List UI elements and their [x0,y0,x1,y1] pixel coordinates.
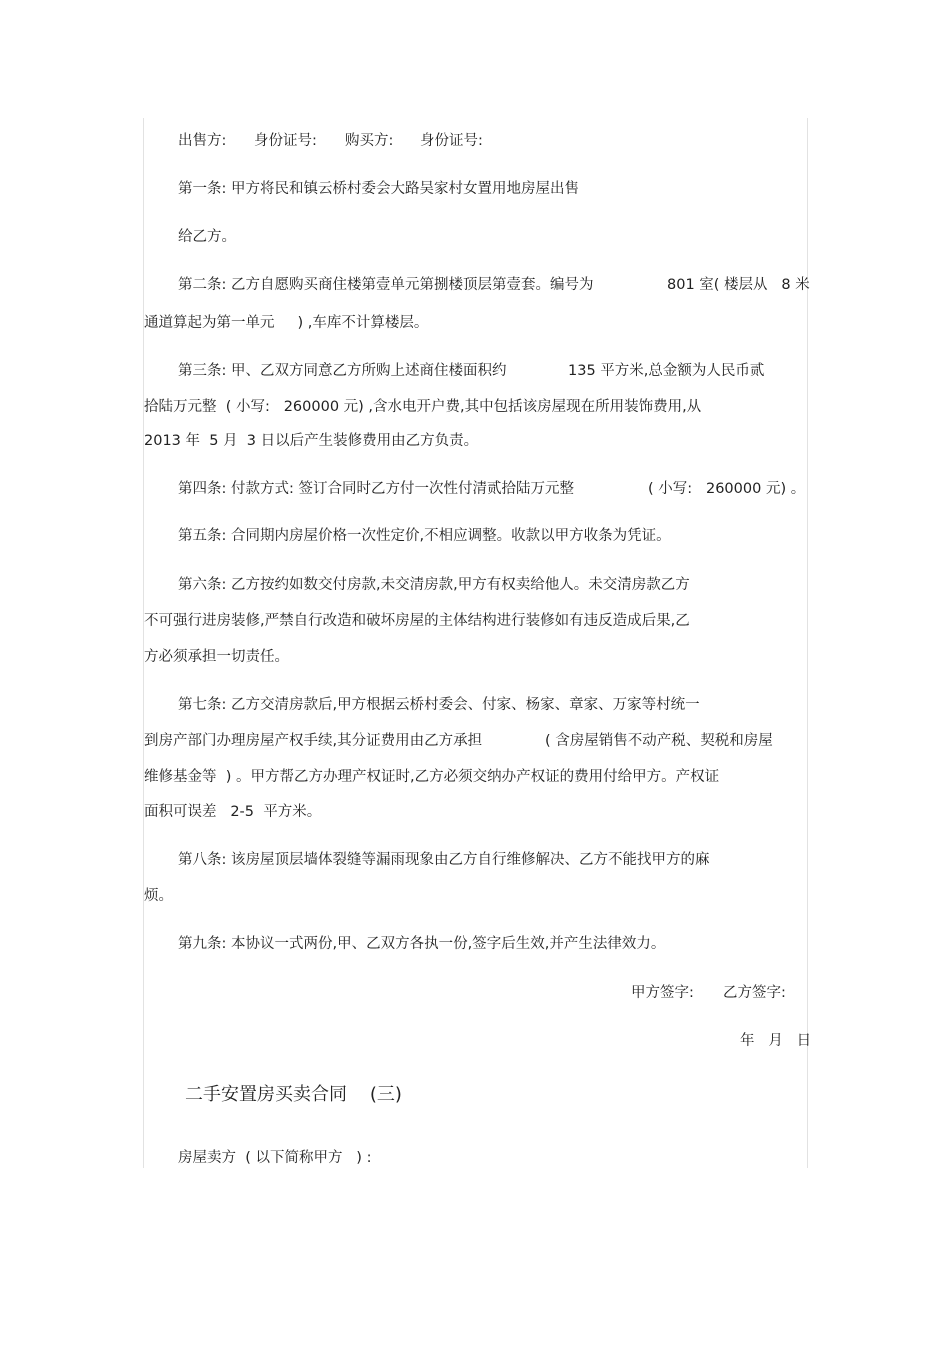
clause-8-line-2: 烦。 [144,888,173,904]
seller-label: 出售方: [178,133,227,149]
clause-4-line-1a: 第四条: 付款方式: 签订合同时乙方付一次性付清贰拾陆万元整 [178,481,574,497]
clause-3-line-3: 2013 年 5 月 3 日以后产生装修费用由乙方负责。 [144,433,479,449]
buyer-label: 购买方: [345,133,394,149]
signature-date: 年 月 日 [740,1033,812,1049]
clause-3-line-1b: 135 平方米,总金额为人民币贰 [568,363,765,379]
seller-id-label: 身份证号: [254,133,317,149]
clause-3-line-1a: 第三条: 甲、乙双方同意乙方所购上述商住楼面积约 [178,363,507,379]
clause-1-line-1: 第一条: 甲方将民和镇云桥村委会大路吴家村女置用地房屋出售 [178,181,579,197]
clause-7-line-3: 维修基金等 ) 。甲方帮乙方办理产权证时,乙方必须交纳办产权证的费用付给甲方。产权证 [144,769,720,785]
section-title: 二手安置房买卖合同 (三) [185,1084,402,1105]
clause-7-line-1: 第七条: 乙方交清房款后,甲方根据云桥村委会、付家、杨家、章家、万家等村统一 [178,697,700,713]
clause-8-line-1: 第八条: 该房屋顶层墙体裂缝等漏雨现象由乙方自行维修解决、乙方不能找甲方的麻 [178,852,710,868]
clause-4-line-1b: ( 小写: 260000 元) 。 [648,481,806,497]
buyer-id-label: 身份证号: [420,133,483,149]
clause-2-line-2: 通道算起为第一单元 ) ,车库不计算楼层。 [144,315,429,331]
clause-3-line-2: 拾陆万元整 ( 小写: 260000 元) ,含水电开户费,其中包括该房屋现在所用装饰费用,从 [144,399,702,415]
clause-6-line-1: 第六条: 乙方按约如数交付房款,未交清房款,甲方有权卖给他人。未交清房款乙方 [178,577,690,593]
clause-2-line-1b: 801 室( 楼层从 8 米 [667,277,810,293]
clause-2-line-1a: 第二条: 乙方自愿购买商住楼第壹单元第捌楼顶层第壹套。编号为 [178,277,594,293]
clause-1-line-2: 给乙方。 [178,229,236,245]
clause-7-line-4: 面积可误差 2-5 平方米。 [144,804,322,820]
house-seller-line: 房屋卖方 ( 以下简称甲方 ) : [178,1150,372,1166]
clause-6-line-3: 方必须承担一切责任。 [144,649,289,665]
party-a-signature-label: 甲方签字: [631,985,694,1001]
clause-7-line-2b: ( 含房屋销售不动产税、契税和房屋 [545,733,773,749]
page-border-left [143,118,144,1168]
clause-6-line-2: 不可强行进房装修,严禁自行改造和破坏房屋的主体结构进行装修如有违反造成后果,乙 [144,613,690,629]
clause-9-line-1: 第九条: 本协议一式两份,甲、乙双方各执一份,签字后生效,并产生法律效力。 [178,936,666,952]
clause-7-line-2a: 到房产部门办理房屋产权手续,其分证费用由乙方承担 [144,733,483,749]
party-b-signature-label: 乙方签字: [723,985,786,1001]
clause-5-line-1: 第五条: 合同期内房屋价格一次性定价,不相应调整。收款以甲方收条为凭证。 [178,528,671,544]
